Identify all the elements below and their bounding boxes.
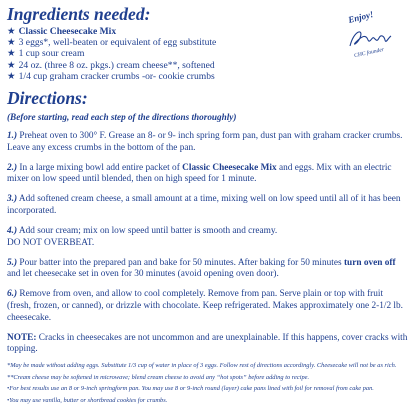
step-number: 6.) [7, 289, 18, 300]
step-text: and eggs. Mix with an electric mixer on low speed until blended, then on high speed for 1 minute. [7, 162, 392, 185]
step-5 [7, 258, 408, 281]
step-text: In a large mixing bowl add entire packet of [17, 162, 183, 173]
founder-title: CHC founder [353, 46, 385, 60]
product-name: Classic Cheesecake Mix [18, 26, 117, 37]
step-text: Add sour cream; mix on low speed until batter is smooth and creamy. [17, 226, 278, 237]
step-3 [7, 194, 408, 217]
step-number: 4.) [7, 226, 18, 237]
directions-heading: Directions: [7, 88, 88, 109]
step-number: 5.) [7, 257, 18, 268]
step-text: Remove from oven, and allow to cool completely. Remove from pan. Serve plain or top with fruit (fresh, frozen, or canned), or drizzle with chocolate. Keep refrigerated. Makes approximately one 2-1/2 lb. cheesecake. [7, 289, 403, 323]
star-bullet-icon: ★ [7, 37, 16, 49]
footnote: **Cream cheese may be softened in microwave; blend cream cheese to avoid any “hot spots” before adding to recipe. [7, 373, 310, 381]
step-text: Pour batter into the prepared pan and bake for 50 minutes. After baking for 50 minutes [17, 257, 344, 268]
step-emphasis: turn oven off [343, 257, 396, 268]
star-bullet-icon: ★ [7, 59, 16, 71]
ingredient-text: 1/4 cup graham cracker crumbs -or- cookie crumbs [18, 70, 215, 82]
ingredient-item [7, 71, 408, 82]
step-2 [7, 163, 408, 186]
signature-block [340, 8, 402, 64]
note-text: Cracks in cheesecakes are not uncommon and are unexplainable. If this happens, cover cracks with topping. [7, 332, 408, 355]
directions-lead: (Before starting, read each step of the directions thoroughly) [7, 112, 237, 123]
footnote: •You may use vanilla, butter or shortbread cookies for crumbs. [7, 396, 168, 404]
enjoy-text: Enjoy! [347, 9, 375, 25]
step-6 [7, 289, 408, 324]
step-number: 1.) [7, 131, 18, 142]
step-text: Add softened cream cheese, a small amount at a time, mixing well on low speed until all of it has been incorporated. [7, 194, 401, 216]
star-bullet-icon: ★ [7, 48, 16, 60]
step-text: and let cheesecake set in oven for 30 minutes (avoid opening oven door). [7, 269, 279, 280]
ingredients-heading: Ingredients needed: [7, 4, 151, 24]
ingredient-text: 24 oz. (three 8 oz. pkgs.) cream cheese**, softened [18, 59, 215, 71]
star-bullet-icon: ★ [7, 70, 16, 82]
ingredient-text: 3 eggs*, well-beaten or equivalent of egg substitute [18, 37, 217, 49]
footnote: *May be made without adding eggs. Substitute 1/3 cup of water in place of 3 eggs. Follow rest of directions accordingly. Cheesecake will not be as rich. [7, 361, 397, 369]
step-4 [7, 226, 408, 249]
step-emphasis: Classic Cheesecake Mix [182, 162, 277, 173]
footnote: •For best results use an 8 or 9-inch springform pan. You may use 8 or 9-inch round (layer) cake pans lined with foil for removal from cake pan. [7, 385, 374, 393]
step-warning: DO NOT OVERBEAT. [7, 237, 95, 248]
star-bullet-icon: ★ [7, 26, 16, 37]
note-paragraph [7, 333, 408, 356]
ingredient-text: 1 cup sour cream [18, 48, 85, 60]
step-text: Preheat oven to 300° F. Grease an 8- or 9- inch spring form pan, dust pan with graham cracker crumbs. Leave any excess crumbs in the bottom of the pan. [7, 131, 403, 153]
step-number: 3.) [7, 194, 18, 205]
step-number: 2.) [7, 162, 18, 173]
step-1 [7, 131, 408, 154]
note-label: NOTE: [7, 332, 37, 343]
